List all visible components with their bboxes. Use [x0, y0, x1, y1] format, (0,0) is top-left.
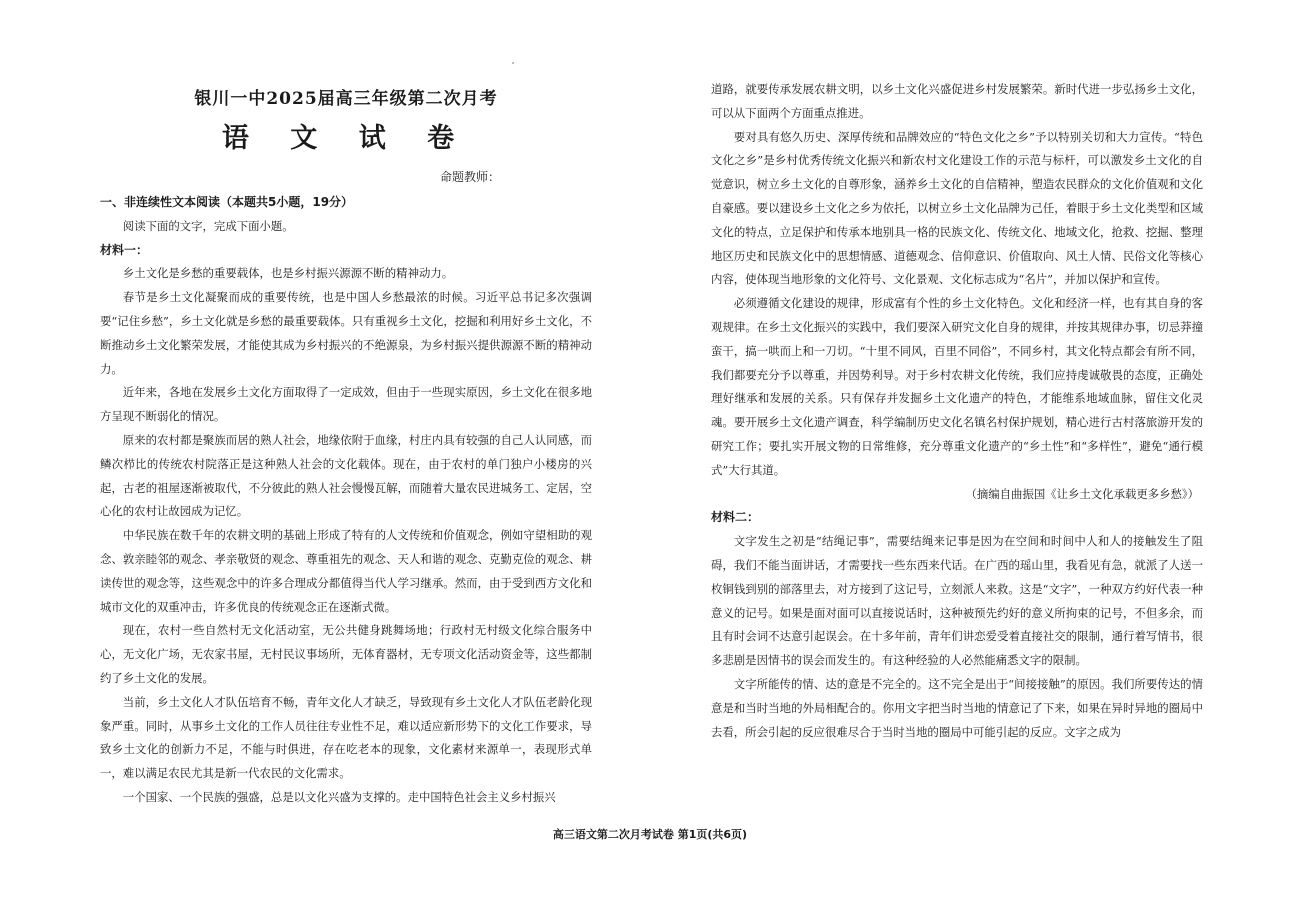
source-citation: （摘编自曲振国《让乡土文化承载更多乡愁》） — [965, 486, 1199, 501]
paragraph: 当前，乡土文化人才队伍培育不畅，青年文化人才缺乏，导致现有乡土文化人才队伍老龄化现象严重。同时，从事乡土文化的工作人员往往专业性不足，难以适应新形势下的文化工作要求，导致乡土文化的创新力不足，不能与时俱进，存在吃老本的现象，文化素材来源单一，表现形式单一，难以满足农民尤其是新一代农民的文化需求。 — [100, 694, 592, 781]
material2-label: 材料二： — [711, 510, 760, 525]
scan-speck — [512, 62, 514, 64]
paragraph: 春节是乡土文化凝聚而成的重要传统，也是中国人乡愁最浓的时候。习近平总书记多次强调要“记住乡愁”，乡土文化就是乡愁的最重要载体。只有重视乡土文化，挖掘和利用好乡土文化，不断推动乡土文化繁荣发展，才能使其成为乡村振兴的不绝源泉，为乡村振兴提供源源不断的精神动力。 — [100, 290, 592, 376]
paragraph: 文字所能传的情、达的意是不完全的。这不完全是出于“间接接触”的原因。我们所要传达的情意是和当时当地的外局相配合的。你用文字把当时当地的情意记了下来，如果在异时异地的圈局中去看，所会引起的反应很难尽合于当时当地的圈局中可能引起的反应。文字之成为 — [711, 676, 1203, 739]
page-footer: 高三语文第二次月考试卷 第1页(共6页) — [552, 828, 748, 841]
paragraph: 原来的农村都是聚族而居的熟人社会，地缘依附于血缘，村庄内具有较强的自己人认同感，而鳞次栉比的传统农村院落正是这种熟人社会的文化载体。现在，由于农村的单门独户小楼房的兴起，古老的祖屋逐渐被取代，不分彼此的熟人社会慢慢瓦解，而随着大量农民进城务工、定居，空心化的农村让故园成为记忆。 — [100, 432, 592, 519]
section-heading: 一、非连续性文本阅读（本题共5小题，19分） — [100, 195, 354, 209]
left-column — [100, 191, 592, 810]
paragraph-continuation: 道路，就要传承发展农耕文明，以乡土文化兴盛促进乡村发展繁荣。新时代进一步弘扬乡土文化，可以从下面两个方面重点推进。 — [711, 82, 1203, 120]
instruction: 阅读下面的文字，完成下面小题。 — [122, 218, 294, 233]
paragraph: 现在，农村一些自然村无文化活动室，无公共健身跳舞场地；行政村无村级文化综合服务中心，无文化广场，无农家书屋，无村民议事场所，无体育器材，无专项文化活动资金等，这些都制约了乡土文化的发展。 — [100, 623, 592, 685]
paragraph: 中华民族在数千年的农耕文明的基础上形成了特有的人文传统和价值观念，例如守望相助的观念、敦亲睦邻的观念、孝亲敬贤的观念、尊重祖先的观念、天人和谐的观念、克勤克俭的观念、耕读传世的观念等，这些观念中的许多合理成分都值得当代人学习继承。然而，由于受到西方文化和城市文化的双重冲击，许多优良的传统观念正在逐渐式微。 — [100, 528, 592, 614]
paragraph: 文字发生之初是“结绳记事”，需要结绳来记事是因为在空间和时间中人和人的接触发生了阻碍，我们不能当面讲话，才需要找一些东西来代话。在广西的瑶山里，我看见有急，就派了人送一枚铜钱到别的部落里去，对方接到了这记号，立刻派人来救。这是“文字”，一种双方约好代表一种意义的记号。如果是面对面可以直接说话时，这种被预先约好的意义所拘束的记号，不但多余，而且有时会词不达意引起误会。在十多年前，青年们讲恋爱受着直接社交的限制，通行着写情书，很多悲剧是因情书的误会而发生的。有这种经验的人必然能痛悉文字的限制。 — [711, 534, 1203, 668]
teacher-label: 命题教师： — [440, 170, 501, 184]
paragraph: 近年来，各地在发展乡土文化方面取得了一定成效，但由于一些现实原因，乡土文化在很多地方呈现不断弱化的情况。 — [100, 385, 592, 424]
subject-title: 语 文 试 卷 — [221, 123, 471, 154]
exam-title: 银川一中2025届高三年级第二次月考 — [194, 89, 498, 109]
paragraph: 要对具有悠久历史、深厚传统和品牌效应的“特色文化之乡”予以特别关切和大力宣传。“特色文化之乡”是乡村优秀传统文化振兴和新农村文化建设工作的示范与标杆，可以激发乡土文化的自觉意识，树立乡土文化的自尊形象，涵养乡土文化的自信精神，塑造农民群众的文化价值观和文化自豪感。要以建设乡土文化之乡为依托，以树立乡土文化品牌为己任，着眼于乡土文化类型和区域文化的特点，立足保护和传承本地别具一格的民族文化、传统文化、地域文化，抢救、挖掘、整理地区历史和民族文化中的思想情感、道德观念、信仰意识、价值取向、风土人情、民俗文化等核心内容，使体现当地形象的文化符号、文化景观、文化标志成为“名片”，并加以保护和宣传。 — [711, 129, 1203, 287]
paragraph: 必须遵循文化建设的规律，形成富有个性的乡土文化特色。文化和经济一样，也有其自身的客观规律。在乡土文化振兴的实践中，我们要深入研究文化自身的规律，并按其规律办事，切忌莽撞蛮干，搞一哄而上和一刀切。“十里不同风，百里不同俗”，不同乡村，其文化特点都会有所不同，我们都要充分予以尊重，并因势利导。对于乡村农耕文化传统，我们应持虔诚敬畏的态度，正确处理好继承和发展的关系。只有保存并发掘乡土文化遗产的特色，才能维系地域血脉，留住文化灵魂。要开展乡土文化遗产调查，科学编制历史文化名镇名村保护规划，精心进行古村落旅游开发的研究工作；要扎实开展文物的日常维修，充分尊重文化遗产的“乡土性”和“多样性”，避免“通行模式”大行其道。 — [711, 296, 1203, 477]
right-column — [711, 78, 1203, 744]
material1-label: 材料一： — [100, 242, 149, 257]
paragraph: 一个国家、一个民族的强盛，总是以文化兴盛为支撑的。走中国特色社会主义乡村振兴 — [122, 789, 556, 804]
paragraph: 乡土文化是乡愁的重要载体，也是乡村振兴源源不断的精神动力。 — [122, 266, 454, 281]
